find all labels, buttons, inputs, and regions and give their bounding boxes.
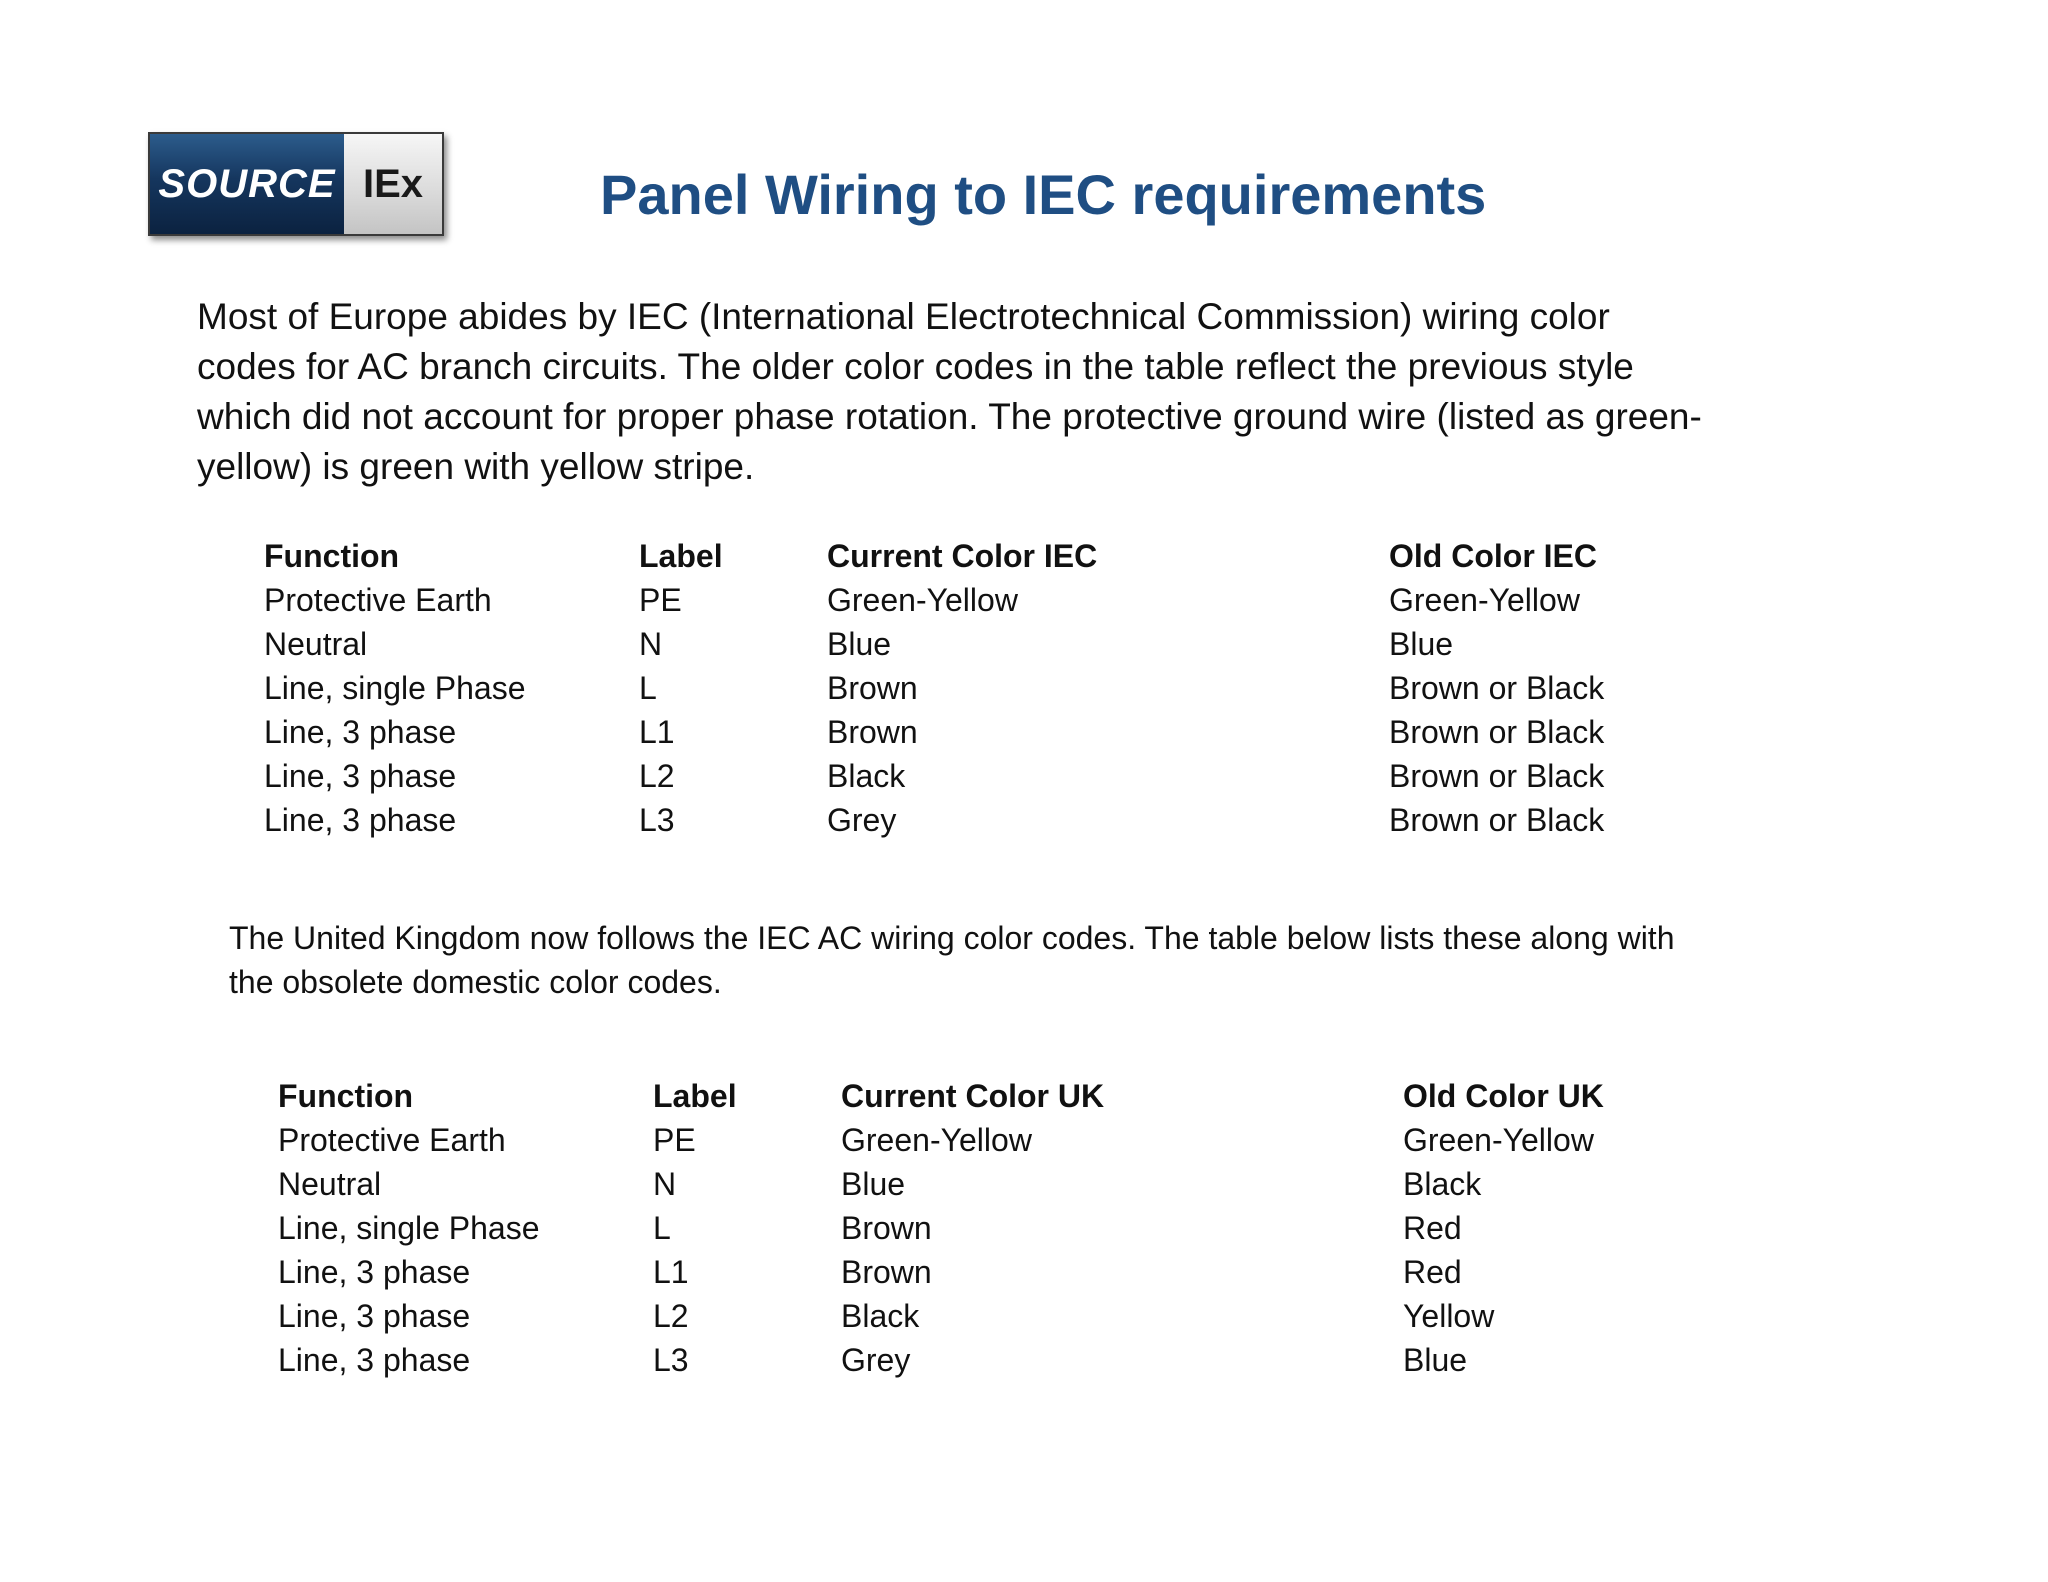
cell-old-color: Brown or Black xyxy=(1389,801,1605,838)
cell-function: Line, single Phase xyxy=(264,669,526,706)
cell-function: Line, single Phase xyxy=(278,1209,540,1246)
iec-color-table xyxy=(264,534,1689,842)
cell-label: N xyxy=(639,625,663,662)
cell-old-color: Brown or Black xyxy=(1389,669,1605,706)
table-row xyxy=(264,710,1689,754)
cell-label: PE xyxy=(653,1121,696,1158)
cell-old-color: Blue xyxy=(1389,625,1454,662)
cell-current-color: Brown xyxy=(841,1253,932,1290)
header-old-color: Old Color UK xyxy=(1403,1077,1604,1114)
header-label: Label xyxy=(653,1077,737,1114)
cell-old-color: Red xyxy=(1403,1209,1462,1246)
cell-function: Line, 3 phase xyxy=(264,757,457,794)
table-row xyxy=(278,1338,1703,1382)
header-label: Label xyxy=(639,537,723,574)
cell-current-color: Brown xyxy=(827,713,918,750)
cell-function: Neutral xyxy=(264,625,368,662)
cell-current-color: Green-Yellow xyxy=(841,1121,1032,1158)
logo-source-text: SOURCE xyxy=(150,134,344,234)
uk-color-table xyxy=(278,1074,1703,1382)
page-title: Panel Wiring to IEC requirements xyxy=(600,163,1487,226)
header-old-color: Old Color IEC xyxy=(1389,537,1597,574)
cell-current-color: Blue xyxy=(841,1165,906,1202)
header-function: Function xyxy=(278,1077,414,1114)
cell-function: Line, 3 phase xyxy=(278,1297,471,1334)
cell-label: L2 xyxy=(653,1297,689,1334)
cell-old-color: Brown or Black xyxy=(1389,713,1605,750)
table-row xyxy=(278,1162,1703,1206)
cell-label: L3 xyxy=(653,1341,689,1378)
cell-current-color: Green-Yellow xyxy=(827,581,1018,618)
cell-current-color: Black xyxy=(841,1297,920,1334)
table-row xyxy=(264,666,1689,710)
table-row xyxy=(264,622,1689,666)
cell-old-color: Black xyxy=(1403,1165,1482,1202)
cell-label: L xyxy=(653,1209,671,1246)
header-current-color: Current Color IEC xyxy=(827,537,1098,574)
cell-current-color: Blue xyxy=(827,625,892,662)
cell-label: L1 xyxy=(639,713,675,750)
cell-label: L3 xyxy=(639,801,675,838)
table-row xyxy=(278,1250,1703,1294)
table-row xyxy=(264,798,1689,842)
cell-function: Line, 3 phase xyxy=(278,1253,471,1290)
table-header-row xyxy=(278,1074,1703,1118)
intro-paragraph: Most of Europe abides by IEC (International Electrotechnical Commission) wiring color codes for AC branch circuits. The older color codes in the table reflect the previous style which did not account for proper phase rotation. The protective ground wire (listed as green-yellow) is green with yellow stripe. xyxy=(197,296,1702,487)
cell-label: N xyxy=(653,1165,677,1202)
table-row xyxy=(264,754,1689,798)
cell-current-color: Black xyxy=(827,757,906,794)
uk-note-paragraph: The United Kingdom now follows the IEC AC wiring color codes. The table below lists these along with the obsolete domestic color codes. xyxy=(229,920,1675,1000)
cell-current-color: Brown xyxy=(841,1209,932,1246)
cell-current-color: Grey xyxy=(827,801,897,838)
table-row xyxy=(264,578,1689,622)
cell-function: Neutral xyxy=(278,1165,382,1202)
cell-old-color: Green-Yellow xyxy=(1403,1121,1594,1158)
cell-label: L xyxy=(639,669,657,706)
cell-label: L1 xyxy=(653,1253,689,1290)
header-function: Function xyxy=(264,537,400,574)
cell-function: Line, 3 phase xyxy=(264,801,457,838)
cell-current-color: Brown xyxy=(827,669,918,706)
cell-function: Protective Earth xyxy=(278,1121,506,1158)
table-row xyxy=(278,1294,1703,1338)
cell-function: Line, 3 phase xyxy=(264,713,457,750)
cell-current-color: Grey xyxy=(841,1341,911,1378)
table-header-row xyxy=(264,534,1689,578)
logo-iex-text: IEx xyxy=(344,134,442,234)
cell-old-color: Yellow xyxy=(1403,1297,1495,1334)
cell-old-color: Blue xyxy=(1403,1341,1468,1378)
cell-function: Protective Earth xyxy=(264,581,492,618)
table-row xyxy=(278,1118,1703,1162)
cell-old-color: Brown or Black xyxy=(1389,757,1605,794)
cell-label: L2 xyxy=(639,757,675,794)
header-current-color: Current Color UK xyxy=(841,1077,1105,1114)
source-iex-logo xyxy=(148,132,444,236)
table-row xyxy=(278,1206,1703,1250)
cell-old-color: Green-Yellow xyxy=(1389,581,1580,618)
cell-old-color: Red xyxy=(1403,1253,1462,1290)
cell-label: PE xyxy=(639,581,682,618)
cell-function: Line, 3 phase xyxy=(278,1341,471,1378)
